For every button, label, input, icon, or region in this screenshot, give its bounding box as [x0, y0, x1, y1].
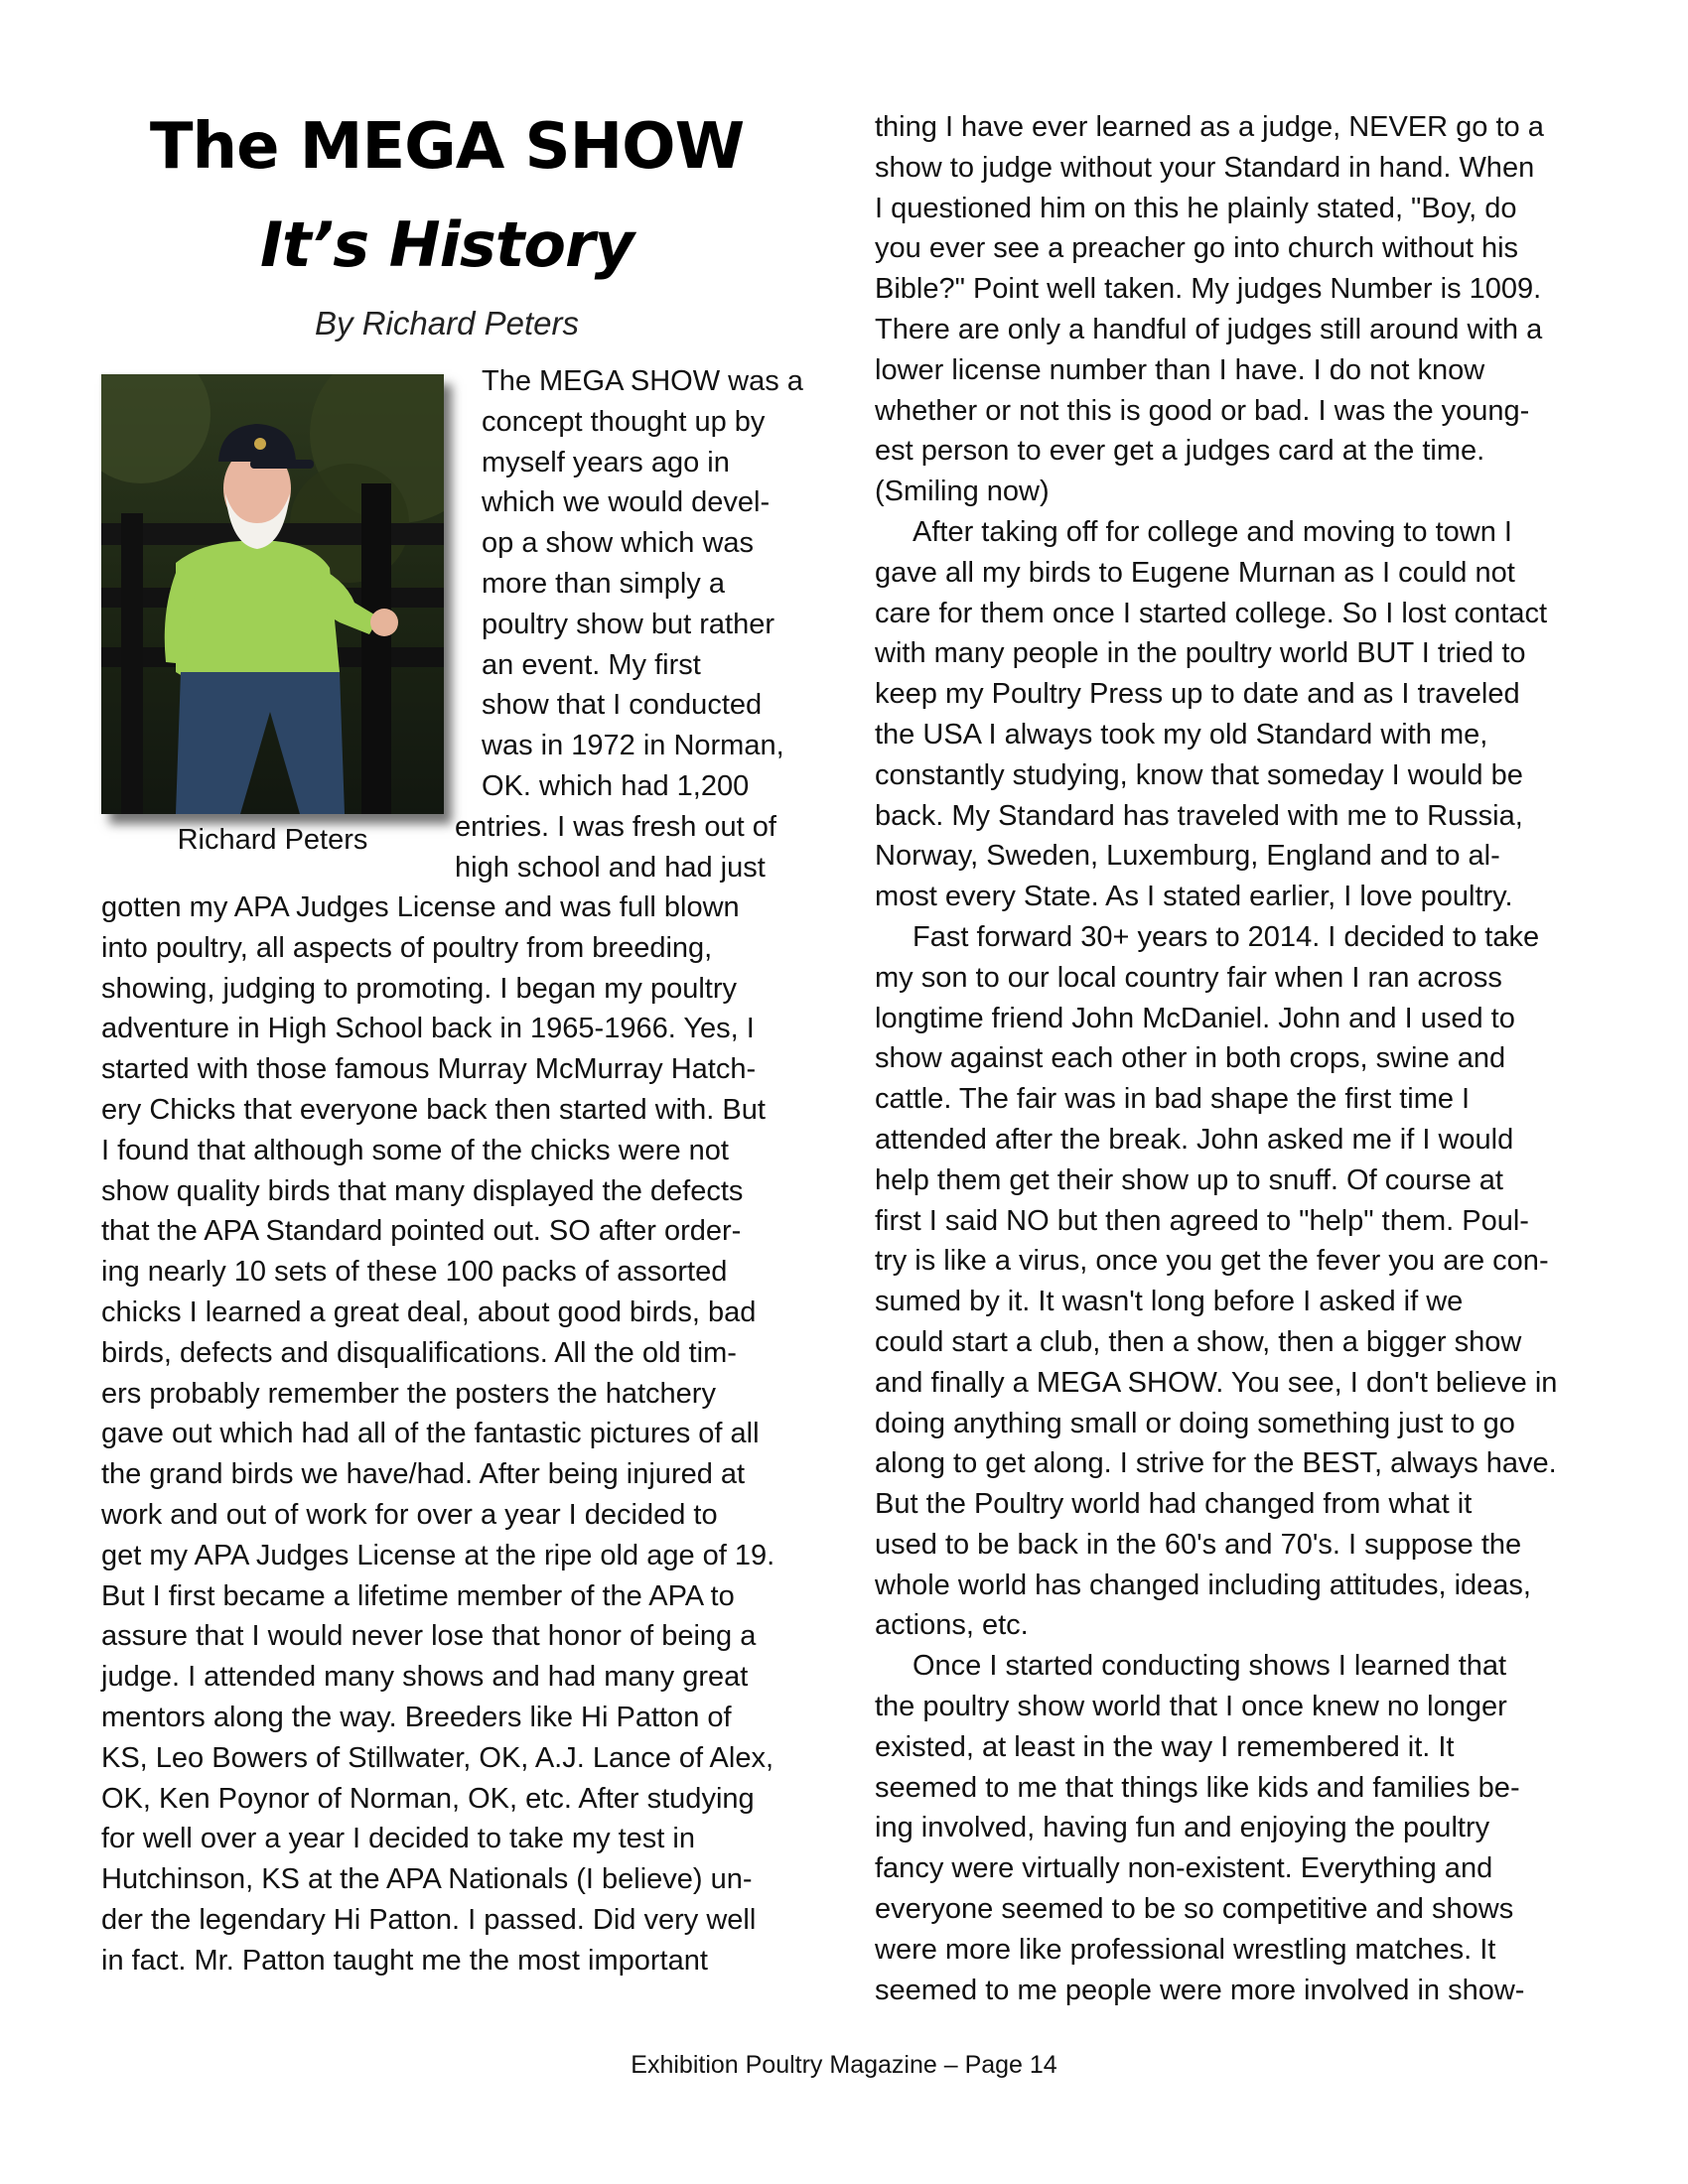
article-title: The MEGA SHOW: [149, 110, 745, 184]
text-line: adventure in High School back in 1965-1966. Yes, I: [101, 1013, 755, 1045]
text-line: whole world has changed including attitudes, ideas,: [875, 1569, 1531, 1601]
text-line: But the Poultry world had changed from what it: [875, 1488, 1473, 1521]
text-line: doing anything small or doing something just to go: [875, 1407, 1515, 1439]
text-line: into poultry, all aspects of poultry from breeding,: [101, 931, 713, 964]
text-line: high school and had just: [455, 851, 766, 884]
text-line: (Smiling now): [875, 476, 1050, 508]
text-line: actions, etc.: [875, 1609, 1029, 1642]
text-line: my son to our local country fair when I ran across: [875, 961, 1502, 994]
photo-caption: Richard Peters: [177, 824, 368, 856]
text-line: get my APA Judges License at the ripe old age of 19.: [101, 1539, 775, 1571]
text-line: showing, judging to promoting. I began my poultry: [101, 972, 737, 1005]
text-line: ing involved, having fun and enjoying the poultry: [875, 1812, 1490, 1844]
text-line: whether or not this is good or bad. I was the young-: [875, 394, 1530, 427]
text-line: you ever see a preacher go into church without his: [875, 232, 1519, 265]
text-line: ery Chicks that everyone back then started with. But: [101, 1093, 766, 1126]
text-line: birds, defects and disqualifications. All the old tim-: [101, 1336, 737, 1369]
text-line: mentors along the way. Breeders like Hi Patton of: [101, 1701, 732, 1733]
byline: By Richard Peters: [315, 305, 579, 341]
wrapped-text-block: [455, 361, 839, 887]
text-line: thing I have ever learned as a judge, NEVER go to a: [875, 111, 1544, 143]
text-line: chicks I learned a great deal, about good birds, bad: [101, 1296, 757, 1328]
text-line: more than simply a: [482, 567, 725, 600]
text-line: seemed to me that things like kids and families be-: [875, 1771, 1520, 1804]
text-line: sumed by it. It wasn't long before I asked if we: [875, 1286, 1464, 1318]
text-line: keep my Poultry Press up to date and as I traveled: [875, 678, 1520, 711]
text-line: gave out which had all of the fantastic pictures of all: [101, 1418, 760, 1450]
text-line: gave all my birds to Eugene Murnan as I could not: [875, 556, 1515, 589]
text-line: show to judge without your Standard in hand. When: [875, 151, 1535, 184]
text-line: myself years ago in: [482, 446, 730, 478]
text-line: could start a club, then a show, then a bigger show: [875, 1325, 1522, 1358]
text-line: op a show which was: [482, 527, 755, 560]
text-line: I questioned him on this he plainly stated, "Boy, do: [875, 192, 1517, 224]
text-line: attended after the break. John asked me if I would: [875, 1123, 1514, 1156]
left-column: [101, 887, 816, 1981]
text-line: used to be back in the 60's and 70's. I suppose the: [875, 1528, 1522, 1561]
text-line: longtime friend John McDaniel. John and I used to: [875, 1002, 1515, 1034]
text-line: OK. which had 1,200: [482, 769, 750, 802]
text-line: seemed to me people were more involved in show-: [875, 1974, 1525, 2006]
text-line: try is like a virus, once you get the fever you are con-: [875, 1245, 1549, 1278]
text-line: KS, Leo Bowers of Stillwater, OK, A.J. Lance of Alex,: [101, 1741, 774, 1774]
text-line: was in 1972 in Norman,: [482, 730, 784, 762]
text-line: care for them once I started college. So I lost contact: [875, 597, 1548, 629]
text-line: the USA I always took my old Standard with me,: [875, 718, 1488, 751]
text-line: constantly studying, know that someday I would be: [875, 758, 1523, 791]
right-column: [875, 107, 1600, 2010]
text-line: After taking off for college and moving to town I: [913, 515, 1512, 548]
text-line: everyone seemed to be so competitive and shows: [875, 1893, 1514, 1926]
author-photo: [101, 374, 444, 814]
text-line: show quality birds that many displayed the defects: [101, 1174, 744, 1207]
text-line: The MEGA SHOW was a: [482, 365, 803, 397]
page-footer: Exhibition Poultry Magazine – Page 14: [631, 2051, 1057, 2079]
text-line: first I said NO but then agreed to "help" them. Poul-: [875, 1204, 1529, 1237]
text-line: judge. I attended many shows and had many great: [101, 1661, 749, 1694]
text-line: Bible?" Point well taken. My judges Number is 1009.: [875, 273, 1542, 306]
text-line: Norway, Sweden, Luxemburg, England and to al-: [875, 840, 1500, 873]
text-line: ing nearly 10 sets of these 100 packs of assorted: [101, 1256, 728, 1289]
text-line: entries. I was fresh out of: [455, 810, 776, 843]
text-line: work and out of work for over a year I decided to: [101, 1498, 718, 1531]
text-line: and finally a MEGA SHOW. You see, I don't believe in: [875, 1366, 1558, 1399]
text-line: show against each other in both crops, swine and: [875, 1042, 1506, 1075]
text-line: gotten my APA Judges License and was full blown: [101, 891, 740, 923]
text-line: started with those famous Murray McMurray Hatch-: [101, 1053, 757, 1086]
text-line: with many people in the poultry world BUT I tried to: [875, 637, 1526, 670]
text-line: most every State. As I stated earlier, I love poultry.: [875, 881, 1513, 913]
text-line: concept thought up by: [482, 405, 766, 438]
article-subtitle: It’s History: [259, 208, 633, 281]
text-line: lower license number than I have. I do not know: [875, 353, 1485, 386]
text-line: fancy were virtually non-existent. Everything and: [875, 1852, 1493, 1885]
text-line: Hutchinson, KS at the APA Nationals (I believe) un-: [101, 1863, 753, 1896]
text-line: which we would devel-: [482, 486, 771, 519]
text-line: show that I conducted: [482, 689, 763, 722]
text-line: der the legendary Hi Patton. I passed. Did very well: [101, 1903, 757, 1936]
text-line: that the APA Standard pointed out. SO after order-: [101, 1215, 742, 1248]
text-line: an event. My first: [482, 648, 701, 681]
text-line: cattle. The fair was in bad shape the first time I: [875, 1083, 1471, 1116]
text-line: Once I started conducting shows I learned that: [913, 1650, 1507, 1683]
text-line: I found that although some of the chicks were not: [101, 1134, 729, 1166]
text-line: for well over a year I decided to take my test in: [101, 1823, 695, 1855]
text-line: Fast forward 30+ years to 2014. I decided to take: [913, 920, 1540, 953]
text-line: OK, Ken Poynor of Norman, OK, etc. After studying: [101, 1782, 755, 1815]
text-line: were more like professional wrestling matches. It: [875, 1933, 1496, 1966]
text-line: assure that I would never lose that honor of being a: [101, 1620, 757, 1653]
text-line: There are only a handful of judges still around with a: [875, 313, 1543, 345]
text-line: back. My Standard has traveled with me to Russia,: [875, 799, 1523, 832]
text-line: the poultry show world that I once knew no longer: [875, 1691, 1507, 1723]
text-line: poultry show but rather: [482, 608, 774, 640]
text-line: help them get their show up to snuff. Of course at: [875, 1163, 1503, 1196]
text-line: in fact. Mr. Patton taught me the most important: [101, 1944, 708, 1977]
text-line: est person to ever get a judges card at the time.: [875, 435, 1485, 468]
text-line: along to get along. I strive for the BEST, always have.: [875, 1447, 1557, 1480]
text-line: the grand birds we have/had. After being injured at: [101, 1458, 746, 1491]
text-line: But I first became a lifetime member of the APA to: [101, 1579, 735, 1612]
text-line: existed, at least in the way I remembered it. It: [875, 1730, 1455, 1763]
text-line: ers probably remember the posters the hatchery: [101, 1377, 716, 1410]
